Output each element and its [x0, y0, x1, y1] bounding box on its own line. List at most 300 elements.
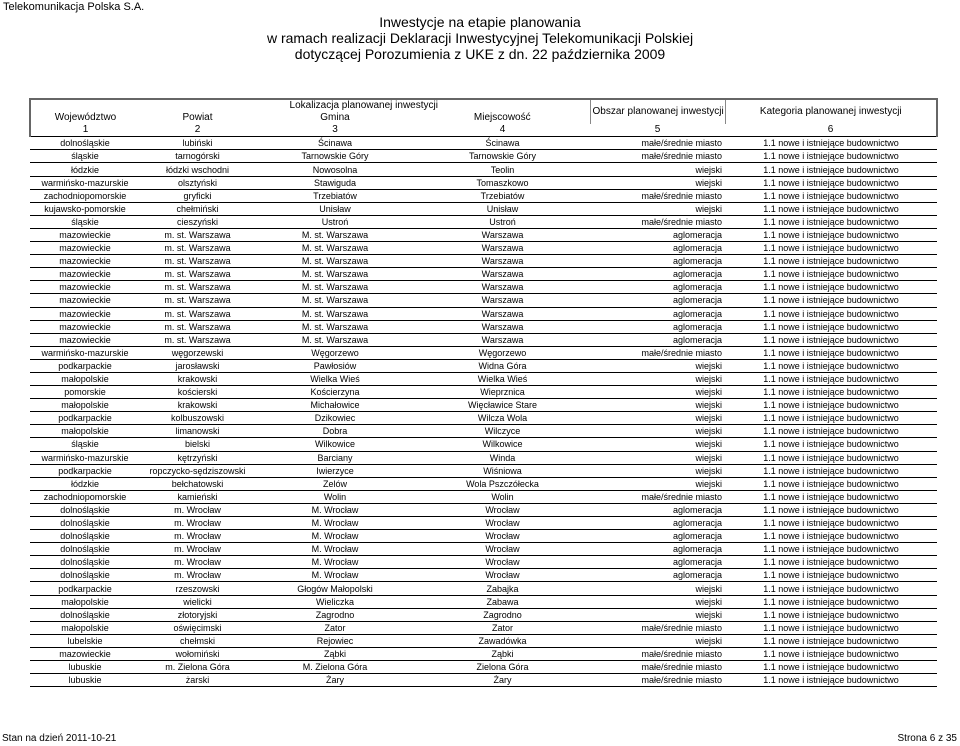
header-column-number: 3: [255, 124, 415, 137]
table-row: [30, 359, 937, 372]
table-row: [30, 582, 937, 595]
table-row: [30, 543, 937, 556]
cell-miejscowosc: Teolin: [415, 163, 590, 176]
cell-miejscowosc: Węgorzewo: [415, 346, 590, 359]
table-row: [30, 346, 937, 359]
cell-obszar: wiejski: [590, 359, 725, 372]
table-row: [30, 333, 937, 346]
title-line-1: Inwestycje na etapie planowania: [379, 14, 581, 30]
table-row: [30, 661, 937, 674]
cell-gmina: Pawłosiów: [255, 359, 415, 372]
cell-obszar: aglomeracja: [590, 255, 725, 268]
cell-wojewodztwo: małopolskie: [30, 399, 140, 412]
cell-miejscowosc: Unisław: [415, 202, 590, 215]
cell-gmina: Wielka Wieś: [255, 372, 415, 385]
cell-gmina: M. st. Warszawa: [255, 307, 415, 320]
cell-kategoria: 1.1 nowe i istniejące budownictwo: [725, 202, 937, 215]
cell-gmina: M. Wrocław: [255, 556, 415, 569]
cell-gmina: Dzikowiec: [255, 412, 415, 425]
cell-kategoria: 1.1 nowe i istniejące budownictwo: [725, 477, 937, 490]
cell-obszar: wiejski: [590, 412, 725, 425]
cell-kategoria: 1.1 nowe i istniejące budownictwo: [725, 438, 937, 451]
table-row: [30, 556, 937, 569]
cell-gmina: M. st. Warszawa: [255, 333, 415, 346]
cell-powiat: m. Wrocław: [140, 556, 255, 569]
cell-powiat: m. Zielona Góra: [140, 661, 255, 674]
cell-gmina: M. st. Warszawa: [255, 268, 415, 281]
cell-obszar: aglomeracja: [590, 569, 725, 582]
cell-powiat: krakowski: [140, 399, 255, 412]
cell-wojewodztwo: lubelskie: [30, 634, 140, 647]
cell-powiat: krakowski: [140, 372, 255, 385]
cell-kategoria: 1.1 nowe i istniejące budownictwo: [725, 556, 937, 569]
cell-gmina: Zator: [255, 621, 415, 634]
cell-miejscowosc: Wrocław: [415, 517, 590, 530]
cell-miejscowosc: Wolin: [415, 490, 590, 503]
cell-wojewodztwo: zachodniopomorskie: [30, 490, 140, 503]
cell-powiat: kolbuszowski: [140, 412, 255, 425]
cell-miejscowosc: Wiśniowa: [415, 464, 590, 477]
cell-obszar: wiejski: [590, 608, 725, 621]
cell-wojewodztwo: lubuskie: [30, 674, 140, 687]
cell-wojewodztwo: małopolskie: [30, 425, 140, 438]
cell-powiat: m. Wrocław: [140, 543, 255, 556]
cell-kategoria: 1.1 nowe i istniejące budownictwo: [725, 399, 937, 412]
cell-wojewodztwo: mazowieckie: [30, 307, 140, 320]
cell-wojewodztwo: podkarpackie: [30, 359, 140, 372]
cell-obszar: aglomeracja: [590, 307, 725, 320]
header-column-number: 4: [415, 124, 590, 137]
table-row: [30, 503, 937, 516]
table-row: [30, 163, 937, 176]
cell-kategoria: 1.1 nowe i istniejące budownictwo: [725, 517, 937, 530]
cell-powiat: kamieński: [140, 490, 255, 503]
cell-miejscowosc: Widna Góra: [415, 359, 590, 372]
title-line-2: w ramach realizacji Deklaracji Inwestycyjnej Telekomunikacji Polskiej: [266, 30, 694, 46]
cell-kategoria: 1.1 nowe i istniejące budownictwo: [725, 137, 937, 150]
cell-wojewodztwo: mazowieckie: [30, 281, 140, 294]
cell-powiat: m. Wrocław: [140, 503, 255, 516]
table-row: [30, 530, 937, 543]
table-row: [30, 674, 937, 687]
cell-kategoria: 1.1 nowe i istniejące budownictwo: [725, 268, 937, 281]
cell-gmina: Nowosolna: [255, 163, 415, 176]
cell-miejscowosc: Warszawa: [415, 333, 590, 346]
cell-wojewodztwo: dolnośląskie: [30, 503, 140, 516]
cell-wojewodztwo: pomorskie: [30, 386, 140, 399]
cell-powiat: m. st. Warszawa: [140, 333, 255, 346]
cell-wojewodztwo: małopolskie: [30, 372, 140, 385]
cell-gmina: M. Wrocław: [255, 530, 415, 543]
cell-gmina: M. st. Warszawa: [255, 242, 415, 255]
cell-obszar: aglomeracja: [590, 543, 725, 556]
cell-miejscowosc: Zagrodno: [415, 608, 590, 621]
cell-obszar: wiejski: [590, 163, 725, 176]
cell-powiat: żarski: [140, 674, 255, 687]
cell-miejscowosc: Zator: [415, 621, 590, 634]
cell-powiat: limanowski: [140, 425, 255, 438]
table-row: [30, 595, 937, 608]
cell-kategoria: 1.1 nowe i istniejące budownictwo: [725, 661, 937, 674]
table-row: [30, 176, 937, 189]
cell-kategoria: 1.1 nowe i istniejące budownictwo: [725, 228, 937, 241]
cell-powiat: wielicki: [140, 595, 255, 608]
header-wojewodztwo: Województwo: [30, 112, 140, 124]
cell-kategoria: 1.1 nowe i istniejące budownictwo: [725, 634, 937, 647]
cell-wojewodztwo: dolnośląskie: [30, 137, 140, 150]
cell-miejscowosc: Warszawa: [415, 294, 590, 307]
table-row: [30, 137, 937, 150]
cell-miejscowosc: Zawadówka: [415, 634, 590, 647]
cell-wojewodztwo: dolnośląskie: [30, 530, 140, 543]
cell-powiat: wołomiński: [140, 647, 255, 660]
cell-powiat: m. st. Warszawa: [140, 294, 255, 307]
cell-miejscowosc: Wielka Wieś: [415, 372, 590, 385]
cell-wojewodztwo: łódzkie: [30, 163, 140, 176]
cell-kategoria: 1.1 nowe i istniejące budownictwo: [725, 543, 937, 556]
header-gmina: Gmina: [320, 112, 350, 124]
table-row: [30, 634, 937, 647]
cell-powiat: m. st. Warszawa: [140, 242, 255, 255]
table-row: [30, 464, 937, 477]
cell-gmina: Żary: [255, 674, 415, 687]
cell-gmina: Głogów Małopolski: [255, 582, 415, 595]
table-row: [30, 228, 937, 241]
table-row: [30, 517, 937, 530]
table-row: [30, 294, 937, 307]
cell-gmina: M. Wrocław: [255, 517, 415, 530]
cell-obszar: aglomeracja: [590, 294, 725, 307]
table-row: [30, 569, 937, 582]
cell-gmina: Węgorzewo: [255, 346, 415, 359]
cell-kategoria: 1.1 nowe i istniejące budownictwo: [725, 451, 937, 464]
cell-wojewodztwo: podkarpackie: [30, 464, 140, 477]
cell-miejscowosc: Warszawa: [415, 320, 590, 333]
table-row: [30, 399, 937, 412]
cell-powiat: złotoryjski: [140, 608, 255, 621]
table-row: [30, 425, 937, 438]
cell-kategoria: 1.1 nowe i istniejące budownictwo: [725, 674, 937, 687]
cell-miejscowosc: Zabawa: [415, 595, 590, 608]
cell-powiat: węgorzewski: [140, 346, 255, 359]
table-row: [30, 215, 937, 228]
cell-gmina: Stawiguda: [255, 176, 415, 189]
cell-kategoria: 1.1 nowe i istniejące budownictwo: [725, 320, 937, 333]
cell-miejscowosc: Wrocław: [415, 556, 590, 569]
cell-obszar: wiejski: [590, 582, 725, 595]
cell-powiat: m. st. Warszawa: [140, 255, 255, 268]
cell-obszar: wiejski: [590, 595, 725, 608]
cell-wojewodztwo: podkarpackie: [30, 412, 140, 425]
cell-kategoria: 1.1 nowe i istniejące budownictwo: [725, 569, 937, 582]
cell-kategoria: 1.1 nowe i istniejące budownictwo: [725, 503, 937, 516]
cell-obszar: wiejski: [590, 438, 725, 451]
cell-powiat: oświęcimski: [140, 621, 255, 634]
header-miejscowosc: Miejscowość: [473, 112, 531, 124]
cell-obszar: aglomeracja: [590, 228, 725, 241]
cell-kategoria: 1.1 nowe i istniejące budownictwo: [725, 386, 937, 399]
cell-wojewodztwo: zachodniopomorskie: [30, 189, 140, 202]
cell-gmina: Wieliczka: [255, 595, 415, 608]
table-row: [30, 150, 937, 163]
cell-wojewodztwo: dolnośląskie: [30, 543, 140, 556]
cell-kategoria: 1.1 nowe i istniejące budownictwo: [725, 176, 937, 189]
cell-powiat: kościerski: [140, 386, 255, 399]
cell-powiat: m. st. Warszawa: [140, 228, 255, 241]
cell-obszar: małe/średnie miasto: [590, 647, 725, 660]
cell-powiat: m. st. Warszawa: [140, 307, 255, 320]
cell-kategoria: 1.1 nowe i istniejące budownictwo: [725, 621, 937, 634]
table-row: [30, 412, 937, 425]
cell-miejscowosc: Zielona Góra: [415, 661, 590, 674]
cell-obszar: aglomeracja: [590, 503, 725, 516]
cell-gmina: Zelów: [255, 477, 415, 490]
table-row: [30, 372, 937, 385]
table-row: [30, 386, 937, 399]
cell-wojewodztwo: śląskie: [30, 150, 140, 163]
table-row: [30, 490, 937, 503]
cell-miejscowosc: Tomaszkowo: [415, 176, 590, 189]
cell-powiat: rzeszowski: [140, 582, 255, 595]
cell-miejscowosc: Wilkowice: [415, 438, 590, 451]
table-row: [30, 608, 937, 621]
cell-miejscowosc: Warszawa: [415, 268, 590, 281]
cell-powiat: olsztyński: [140, 176, 255, 189]
cell-wojewodztwo: mazowieckie: [30, 294, 140, 307]
cell-wojewodztwo: małopolskie: [30, 621, 140, 634]
cell-kategoria: 1.1 nowe i istniejące budownictwo: [725, 647, 937, 660]
cell-obszar: małe/średnie miasto: [590, 189, 725, 202]
cell-miejscowosc: Tarnowskie Góry: [415, 150, 590, 163]
header-column-number: 5: [590, 124, 725, 137]
cell-powiat: chełmiński: [140, 202, 255, 215]
header-column-number: 2: [140, 124, 255, 137]
table-row: [30, 477, 937, 490]
cell-miejscowosc: Winda: [415, 451, 590, 464]
cell-gmina: Zagrodno: [255, 608, 415, 621]
header-kategoria: Kategoria planowanej inwestycji: [725, 99, 937, 124]
cell-kategoria: 1.1 nowe i istniejące budownictwo: [725, 215, 937, 228]
cell-kategoria: 1.1 nowe i istniejące budownictwo: [725, 281, 937, 294]
cell-wojewodztwo: mazowieckie: [30, 333, 140, 346]
company-name: Telekomunikacja Polska S.A.: [3, 1, 145, 13]
cell-gmina: M. Wrocław: [255, 543, 415, 556]
cell-powiat: m. st. Warszawa: [140, 320, 255, 333]
cell-gmina: M. st. Warszawa: [255, 255, 415, 268]
cell-powiat: lubiński: [140, 137, 255, 150]
cell-kategoria: 1.1 nowe i istniejące budownictwo: [725, 490, 937, 503]
cell-gmina: Barciany: [255, 451, 415, 464]
cell-gmina: M. Zielona Góra: [255, 661, 415, 674]
cell-wojewodztwo: warmińsko-mazurskie: [30, 346, 140, 359]
cell-obszar: aglomeracja: [590, 556, 725, 569]
cell-gmina: Tarnowskie Góry: [255, 150, 415, 163]
header-powiat: Powiat: [182, 112, 213, 124]
cell-wojewodztwo: lubuskie: [30, 661, 140, 674]
cell-wojewodztwo: dolnośląskie: [30, 569, 140, 582]
cell-powiat: jarosławski: [140, 359, 255, 372]
table-body: [30, 137, 937, 687]
cell-kategoria: 1.1 nowe i istniejące budownictwo: [725, 372, 937, 385]
header-column-number: 1: [30, 124, 140, 137]
cell-obszar: małe/średnie miasto: [590, 137, 725, 150]
cell-obszar: wiejski: [590, 372, 725, 385]
cell-miejscowosc: Więcławice Stare: [415, 399, 590, 412]
cell-wojewodztwo: mazowieckie: [30, 255, 140, 268]
cell-powiat: łódzki wschodni: [140, 163, 255, 176]
cell-obszar: wiejski: [590, 202, 725, 215]
cell-miejscowosc: Wrocław: [415, 569, 590, 582]
cell-wojewodztwo: małopolskie: [30, 595, 140, 608]
cell-wojewodztwo: mazowieckie: [30, 268, 140, 281]
cell-gmina: Michałowice: [255, 399, 415, 412]
cell-powiat: m. Wrocław: [140, 517, 255, 530]
cell-powiat: m. st. Warszawa: [140, 281, 255, 294]
cell-kategoria: 1.1 nowe i istniejące budownictwo: [725, 346, 937, 359]
cell-powiat: bełchatowski: [140, 477, 255, 490]
table-row: [30, 202, 937, 215]
cell-obszar: aglomeracja: [590, 517, 725, 530]
cell-kategoria: 1.1 nowe i istniejące budownictwo: [725, 359, 937, 372]
cell-miejscowosc: Warszawa: [415, 228, 590, 241]
cell-miejscowosc: Wieprznica: [415, 386, 590, 399]
cell-miejscowosc: Zabajka: [415, 582, 590, 595]
cell-gmina: M. st. Warszawa: [255, 228, 415, 241]
cell-kategoria: 1.1 nowe i istniejące budownictwo: [725, 242, 937, 255]
cell-wojewodztwo: śląskie: [30, 215, 140, 228]
cell-miejscowosc: Ząbki: [415, 647, 590, 660]
table-row: [30, 307, 937, 320]
cell-gmina: Ścinawa: [255, 137, 415, 150]
cell-miejscowosc: Wrocław: [415, 543, 590, 556]
cell-wojewodztwo: mazowieckie: [30, 320, 140, 333]
footer-page-number: Strona 6 z 35: [897, 733, 957, 744]
cell-powiat: m. Wrocław: [140, 569, 255, 582]
cell-miejscowosc: Warszawa: [415, 255, 590, 268]
cell-wojewodztwo: warmińsko-mazurskie: [30, 451, 140, 464]
cell-obszar: małe/średnie miasto: [590, 621, 725, 634]
cell-obszar: małe/średnie miasto: [590, 215, 725, 228]
cell-powiat: chełmski: [140, 634, 255, 647]
cell-powiat: gryficki: [140, 189, 255, 202]
cell-miejscowosc: Ścinawa: [415, 137, 590, 150]
document-title: [0, 14, 960, 62]
cell-gmina: Iwierzyce: [255, 464, 415, 477]
cell-kategoria: 1.1 nowe i istniejące budownictwo: [725, 189, 937, 202]
cell-wojewodztwo: mazowieckie: [30, 242, 140, 255]
cell-powiat: cieszyński: [140, 215, 255, 228]
header-location-group: Lokalizacja planowanej inwestycji: [140, 99, 590, 112]
table-row: [30, 281, 937, 294]
cell-wojewodztwo: łódzkie: [30, 477, 140, 490]
cell-wojewodztwo: warmińsko-mazurskie: [30, 176, 140, 189]
table-row: [30, 268, 937, 281]
cell-obszar: małe/średnie miasto: [590, 346, 725, 359]
cell-powiat: ropczycko-sędziszowski: [140, 464, 255, 477]
table-header: [30, 99, 937, 137]
table-row: [30, 621, 937, 634]
cell-kategoria: 1.1 nowe i istniejące budownictwo: [725, 294, 937, 307]
cell-kategoria: 1.1 nowe i istniejące budownictwo: [725, 595, 937, 608]
cell-obszar: małe/średnie miasto: [590, 661, 725, 674]
cell-obszar: wiejski: [590, 464, 725, 477]
cell-miejscowosc: Wilczyce: [415, 425, 590, 438]
cell-obszar: aglomeracja: [590, 281, 725, 294]
cell-wojewodztwo: śląskie: [30, 438, 140, 451]
footer-date: Stan na dzień 2011-10-21: [2, 733, 117, 744]
cell-obszar: wiejski: [590, 477, 725, 490]
table-row: [30, 320, 937, 333]
cell-obszar: wiejski: [590, 425, 725, 438]
table-row: [30, 451, 937, 464]
cell-gmina: Unisław: [255, 202, 415, 215]
table-row: [30, 189, 937, 202]
cell-gmina: M. st. Warszawa: [255, 281, 415, 294]
table-row: [30, 647, 937, 660]
cell-miejscowosc: Warszawa: [415, 307, 590, 320]
cell-kategoria: 1.1 nowe i istniejące budownictwo: [725, 412, 937, 425]
cell-obszar: aglomeracja: [590, 333, 725, 346]
cell-gmina: Rejowiec: [255, 634, 415, 647]
cell-gmina: Trzebiatów: [255, 189, 415, 202]
cell-gmina: M. Wrocław: [255, 569, 415, 582]
cell-obszar: małe/średnie miasto: [590, 150, 725, 163]
cell-powiat: m. st. Warszawa: [140, 268, 255, 281]
cell-miejscowosc: Wrocław: [415, 530, 590, 543]
cell-kategoria: 1.1 nowe i istniejące budownictwo: [725, 530, 937, 543]
cell-wojewodztwo: dolnośląskie: [30, 608, 140, 621]
cell-obszar: małe/średnie miasto: [590, 490, 725, 503]
cell-obszar: małe/średnie miasto: [590, 674, 725, 687]
cell-obszar: wiejski: [590, 634, 725, 647]
cell-powiat: tarnogórski: [140, 150, 255, 163]
cell-miejscowosc: Trzebiatów: [415, 189, 590, 202]
cell-miejscowosc: Wrocław: [415, 503, 590, 516]
cell-miejscowosc: Wola Pszczółecka: [415, 477, 590, 490]
cell-gmina: Wilkowice: [255, 438, 415, 451]
cell-obszar: aglomeracja: [590, 530, 725, 543]
cell-gmina: M. st. Warszawa: [255, 294, 415, 307]
cell-kategoria: 1.1 nowe i istniejące budownictwo: [725, 163, 937, 176]
cell-miejscowosc: Wilcza Wola: [415, 412, 590, 425]
table-row: [30, 438, 937, 451]
cell-obszar: wiejski: [590, 451, 725, 464]
cell-gmina: M. Wrocław: [255, 503, 415, 516]
cell-wojewodztwo: podkarpackie: [30, 582, 140, 595]
cell-powiat: m. Wrocław: [140, 530, 255, 543]
cell-kategoria: 1.1 nowe i istniejące budownictwo: [725, 150, 937, 163]
cell-kategoria: 1.1 nowe i istniejące budownictwo: [725, 464, 937, 477]
cell-wojewodztwo: dolnośląskie: [30, 556, 140, 569]
cell-obszar: aglomeracja: [590, 320, 725, 333]
cell-kategoria: 1.1 nowe i istniejące budownictwo: [725, 255, 937, 268]
cell-gmina: Ząbki: [255, 647, 415, 660]
table-row: [30, 255, 937, 268]
title-line-3: dotyczącej Porozumienia z UKE z dn. 22 października 2009: [294, 46, 666, 62]
investments-table: [29, 98, 938, 687]
cell-wojewodztwo: mazowieckie: [30, 228, 140, 241]
cell-powiat: bielski: [140, 438, 255, 451]
cell-miejscowosc: Żary: [415, 674, 590, 687]
cell-kategoria: 1.1 nowe i istniejące budownictwo: [725, 582, 937, 595]
cell-wojewodztwo: dolnośląskie: [30, 517, 140, 530]
cell-gmina: Dobra: [255, 425, 415, 438]
cell-wojewodztwo: mazowieckie: [30, 647, 140, 660]
cell-obszar: wiejski: [590, 399, 725, 412]
cell-gmina: M. st. Warszawa: [255, 320, 415, 333]
header-obszar: Obszar planowanej inwestycji: [590, 99, 725, 124]
header-column-number: 6: [725, 124, 937, 137]
